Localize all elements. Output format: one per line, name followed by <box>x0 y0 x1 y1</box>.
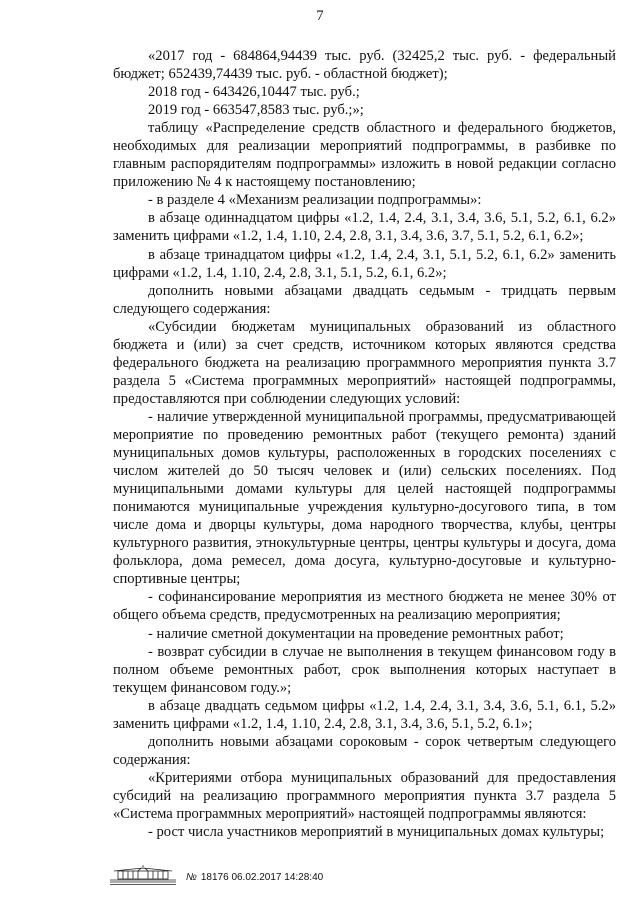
paragraph-condition-program: - наличие утвержденной муниципальной программы, предусматривающей мероприятие по проведению ремонтных работ (текущего ремонта) зданий муниципальных домов культуры, расположенных в городских поселениях с числом жителей до 50 тысяч человек и (или) сельских поселениях. Под муниципальными домами культуры для целей настоящей подпрограммы понимаются муниципальные учреждения культурно-досугового типа, в том числе дома и дворцы культуры, дома народного творчества, клубы, центры культурного развития, этнокультурные центры, центры культуры и досуга, дома фольклора, дома ремесел, дома досуга, культурно-досуговые и культурно-спортивные центры; <box>113 408 616 588</box>
paragraph-clause-13: в абзаце тринадцатом цифры «1.2, 1.4, 2.4, 3.1, 5.1, 5.2, 6.1, 6.2» заменить цифрами «1.2, 1.4, 1.10, 2.4, 2.8, 3.1, 5.1, 5.2, 6.1, 6.2»; <box>113 246 616 281</box>
document-datetime: 06.02.2017 14:28:40 <box>231 872 324 883</box>
paragraph-criteria: «Критериями отбора муниципальных образований для предоставления субсидий на реализацию программного мероприятия пункта 3.7 раздела 5 «Система программных мероприятий» настоящей подпрограммы являются: <box>113 769 616 822</box>
paragraph-subsidies: «Субсидии бюджетам муниципальных образований из областного бюджета и (или) за счет средств, источником которых являются средства федерального бюджета на реализацию программного мероприятия пункта 3.7 раздела 5 «Система программных мероприятий» настоящей подпрограммы, предоставляются при соблюдении следующих условий: <box>113 318 616 407</box>
document-footer <box>108 862 323 886</box>
paragraph-budget-2019: 2019 год - 663547,8583 тыс. руб.;»; <box>148 102 364 119</box>
paragraph-condition-cofinancing: - софинансирование мероприятия из местного бюджета не менее 30% от общего объема средств, предусмотренных на реализацию мероприятия; <box>113 589 616 624</box>
paragraph-section-4: - в разделе 4 «Механизм реализации подпрограммы»: <box>148 192 482 209</box>
paragraph-clause-11: в абзаце одиннадцатом цифры «1.2, 1.4, 2.4, 3.1, 3.4, 3.6, 5.1, 5.2, 6.1, 6.2» заменить цифрами «1.2, 1.4, 1.10, 2.4, 2.8, 3.1, 3.4, 3.6, 3.7, 5.1, 5.2, 6.1, 6.2»; <box>113 210 616 245</box>
paragraph-criterion-growth: - рост числа участников мероприятий в муниципальных домах культуры; <box>148 824 605 841</box>
document-body <box>113 47 616 841</box>
paragraph-distribution-table: таблицу «Распределение средств областного и федерального бюджетов, необходимых для реализации мероприятий подпрограммы, в разбивке по главным распорядителям подпрограммы» изложить в новой редакции согласно приложению № 4 к настоящему постановлению; <box>113 120 616 191</box>
paragraph-budget-2017: «2017 год - 684864,94439 тыс. руб. (32425,2 тыс. руб. - федеральный бюджет; 652439,74439 тыс. руб. - областной бюджет); <box>113 48 616 83</box>
paragraph-condition-refund: - возврат субсидии в случае не выполнения в текущем финансовом году в полном объеме ремонтных работ, срок выполнения которых наступает в текущем финансовом году.»; <box>113 643 616 696</box>
number-sign: № <box>186 872 197 883</box>
government-building-icon <box>108 864 178 886</box>
paragraph-add-27-31: дополнить новыми абзацами двадцать седьмым - тридцать первым следующего содержания: <box>113 282 616 317</box>
paragraph-add-40-44: дополнить новыми абзацами сороковым - сорок четвертым следующего содержания: <box>113 733 616 768</box>
registration-stamp-text <box>186 872 323 886</box>
document-number: 18176 <box>200 872 229 883</box>
paragraph-budget-2018: 2018 год - 643426,10447 тыс. руб.; <box>148 84 360 101</box>
paragraph-condition-estimate: - наличие сметной документации на проведение ремонтных работ; <box>148 625 564 642</box>
page-number: 7 <box>316 8 324 24</box>
paragraph-clause-27: в абзаце двадцать седьмом цифры «1.2, 1.4, 2.4, 3.1, 3.4, 3.6, 5.1, 6.1, 5.2» заменить цифрами «1.2, 1.4, 1.10, 2.4, 2.8, 3.1, 3.4, 3.6, 5.1, 5.2, 6.1»; <box>113 697 616 732</box>
